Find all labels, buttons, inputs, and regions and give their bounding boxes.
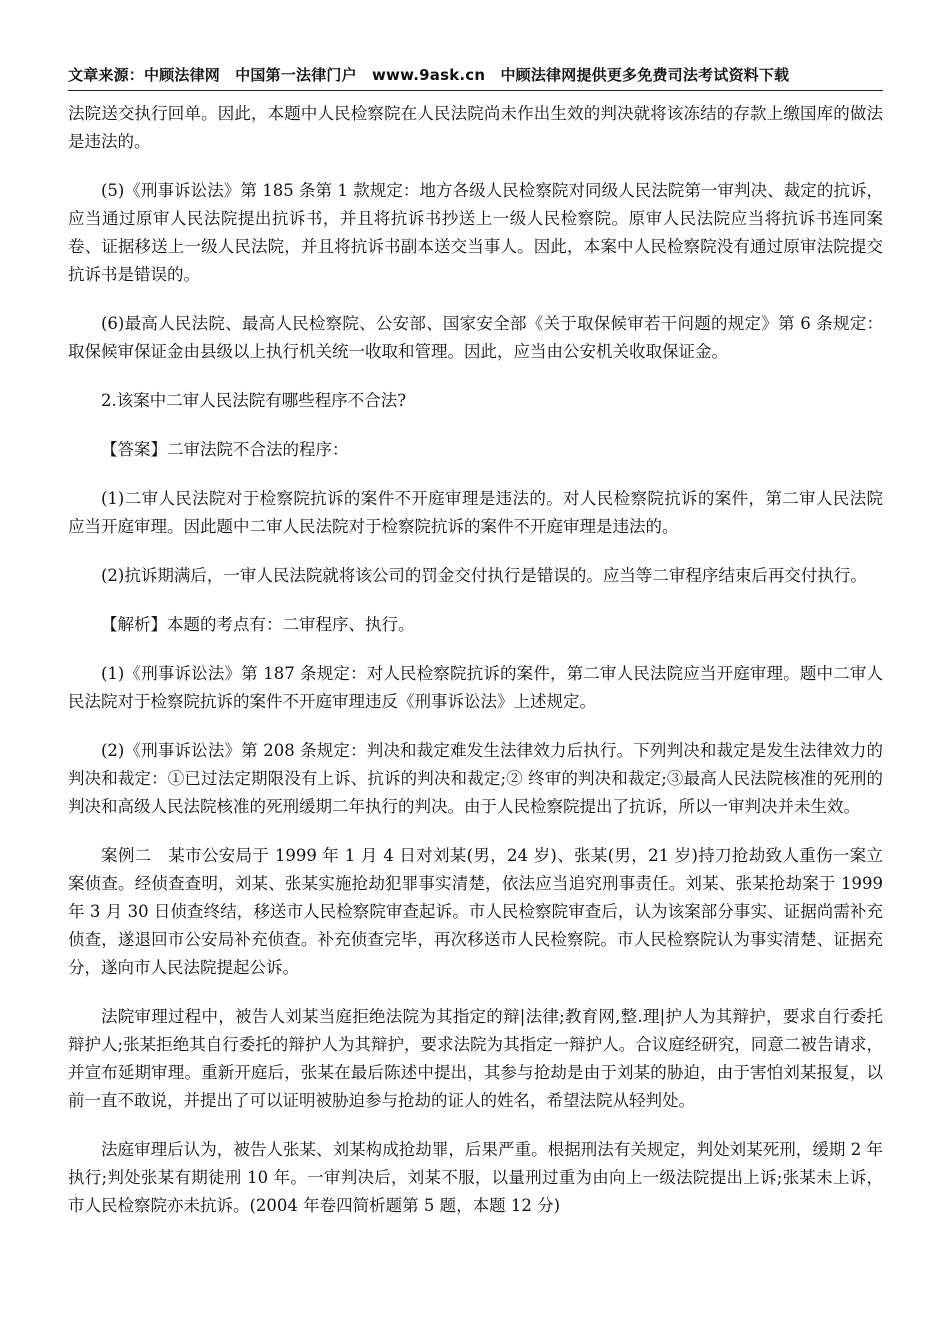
answer-item-1: (1)二审人民法院对于检察院抗诉的案件不开庭审理是违法的。对人民检察院抗诉的案件，第二审人民法院应当开庭审理。因此题中二审人民法院对于检察院抗诉的案件不开庭审理是违法的。 [68, 489, 883, 536]
case-two-intro: 案例二 某市公安局于 1999 年 1 月 4 日对刘某(男，24 岁)、张某(男，21 岁)持刀抢劫致人重伤一案立案侦查。经侦查查明，刘某、张某实施抢劫犯罪事实清楚，依法应当追究刑事责任。刘某、张某抢劫案于 1999 年 3 月 30 日侦查终结，移送市人民检察院审查起诉。市人民检察院审查后，认为该案部分事实、证据尚需补充侦查，遂退回市公安局补充侦查。补充侦查完毕，再次移送市人民检察院。市人民检察院认为事实清楚、证据充分，遂向市人民法院提起公诉。 [68, 846, 883, 977]
answer-heading: 【答案】二审法院不合法的程序： [101, 440, 349, 459]
case-two-judgment: 法庭审理后认为，被告人张某、刘某构成抢劫罪，后果严重。根据刑法有关规定，判处刘某死刑，缓期 2 年执行;判处张某有期徒刑 10 年。一审判决后，刘某不服，以量刑过重为由向上一级法院提出上诉;张某未上诉，市人民检察院亦未抗诉。(2004 年卷四简析题第 5 题，本题 12 分) [68, 1140, 883, 1215]
paragraph-item-5: (5)《刑事诉讼法》第 185 条第 1 款规定：地方各级人民检察院对同级人民法院第一审判决、裁定的抗诉，应当通过原审人民法院提出抗诉书，并且将抗诉书抄送上一级人民检察院。原审人民法院应当将抗诉书连同案卷、证据移送上一级人民法院，并且将抗诉书副本送交当事人。因此，本案中人民检察院没有通过原审法院提交抗诉书是错误的。 [68, 181, 883, 284]
page-header: 文章来源：中顾法律网 中国第一法律门户 www.9ask.cn 中顾法律网提供更多免费司法考试资料下载 [68, 62, 883, 91]
paragraph-item-6: (6)最高人民法院、最高人民检察院、公安部、国家安全部《关于取保候审若干问题的规定》第 6 条规定：取保候审保证金由县级以上执行机关统一收取和管理。因此，应当由公安机关收取保证金。 [68, 314, 883, 361]
analysis-item-1: (1)《刑事诉讼法》第 187 条规定：对人民检察院抗诉的案件，第二审人民法院应当开庭审理。题中二审人民法院对于检察院抗诉的案件不开庭审理违反《刑事诉讼法》上述规定。 [68, 664, 883, 711]
document-body [68, 100, 883, 1241]
answer-item-2: (2)抗诉期满后，一审人民法院就将该公司的罚金交付执行是错误的。应当等二审程序结束后再交付执行。 [101, 566, 867, 585]
case-two-trial: 法院审理过程中，被告人刘某当庭拒绝法院为其指定的辩|法律;教育网,整.理|护人为其辩护，要求自行委托辩护人;张某拒绝其自行委托的辩护人为其辩护，要求法院为其指定一辩护人。合议庭经研究，同意二被告请求，并宣布延期审理。重新开庭后，张某在最后陈述中提出，其参与抢劫是由于刘某的胁迫，由于害怕刘某报复，以前一直不敢说，并提出了可以证明被胁迫参与抢劫的证人的姓名，希望法院从轻判处。 [68, 1007, 883, 1110]
analysis-heading: 【解析】本题的考点有：二审程序、执行。 [101, 615, 415, 634]
question-2: 2.该案中二审人民法院有哪些程序不合法? [101, 391, 407, 410]
paragraph-continuation: 法院送交执行回单。因此，本题中人民检察院在人民法院尚未作出生效的判决就将该冻结的存款上缴国库的做法是违法的。 [68, 104, 883, 151]
analysis-item-2: (2)《刑事诉讼法》第 208 条规定：判决和裁定难发生法律效力后执行。下列判决和裁定是发生法律效力的判决和裁定：①已过法定期限没有上诉、抗诉的判决和裁定;② 终审的判决和裁定;③最高人民法院核准的死刑的判决和高级人民法院核准的死刑缓期二年执行的判决。由于人民检察院提出了抗诉，所以一审判决并未生效。 [68, 741, 883, 816]
